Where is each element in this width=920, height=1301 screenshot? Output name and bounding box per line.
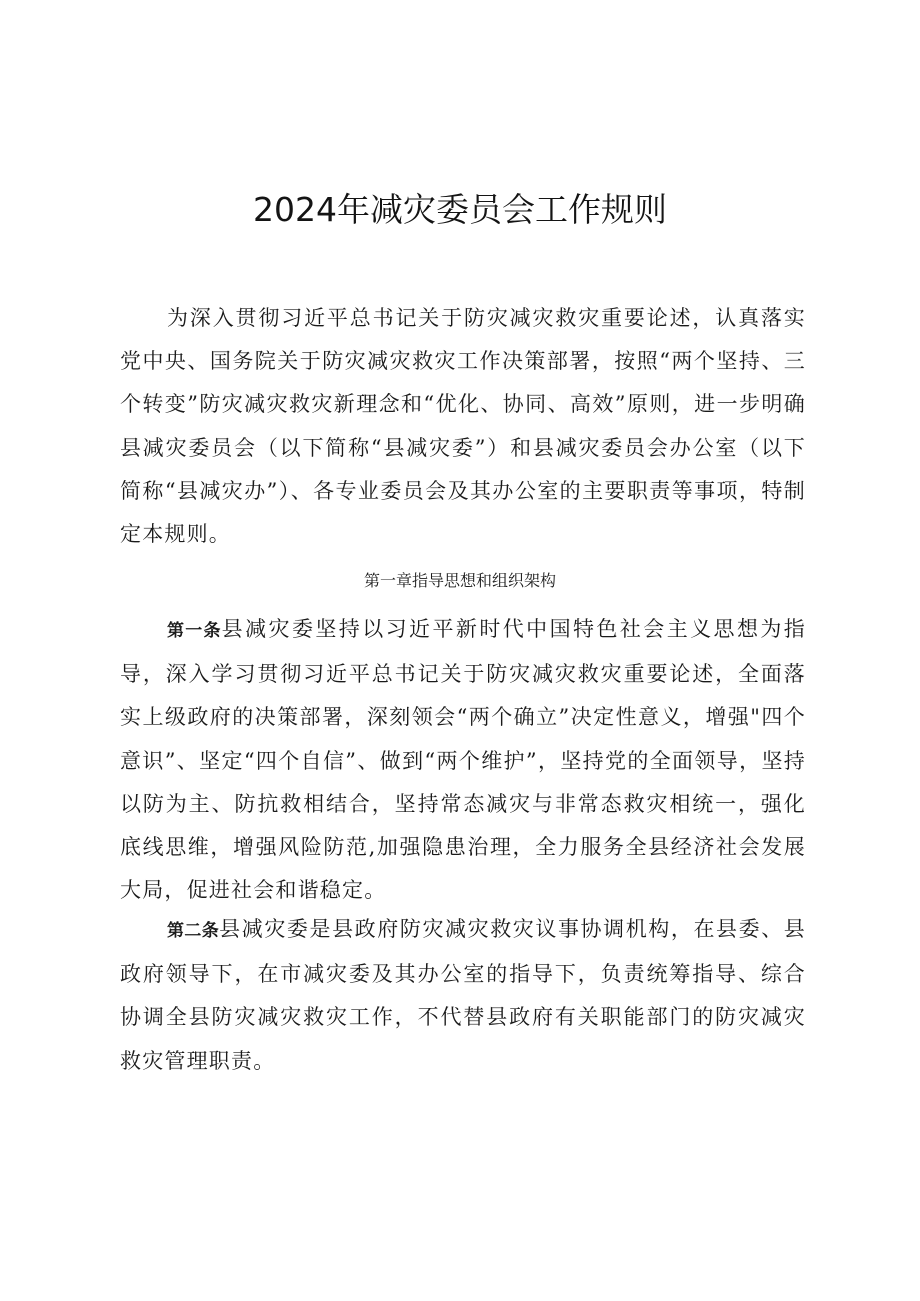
article-2-paragraph — [120, 908, 806, 1083]
article-2-label: 第二条 — [167, 921, 220, 941]
article-2-text: 县减灾委是县政府防灾减灾救灾议事协调机构，在县委、县政府领导下，在市减灾委及其办公室的指导下，负责统筹指导、综合协调全县防灾减灾救灾工作，不代替县政府有关职能部门的防灾减灾救灾管理职责。 — [120, 917, 807, 1073]
intro-paragraph: 为深入贯彻习近平总书记关于防灾减灾救灾重要论述，认真落实党中央、国务院关于防灾减灾救灾工作决策部署，按照“两个坚持、三个转变”防灾减灾救灾新理念和“优化、协同、高效”原则，进一步明确县减灾委员会（以下简称“县减灾委”）和县减灾委员会办公室（以下简称“县减灾办”）、各专业委员会及其办公室的主要职责等事项，特制定本规则。 — [120, 306, 806, 547]
chapter-heading: 第一章指导思想和组织架构 — [363, 571, 556, 590]
document-title: 2024年减灾委员会工作规则 — [253, 190, 667, 229]
article-1-paragraph — [120, 608, 806, 912]
article-1-text: 县减灾委坚持以习近平新时代中国特色社会主义思想为指导，深入学习贯彻习近平总书记关于防灾减灾救灾重要论述，全面落实上级政府的决策部署，深刻领会“两个确立”决定性意义，增强"四个意识”、坚定“四个自信”、做到“两个维护”，坚持党的全面领导，坚持以防为主、防抗救相结合，坚持常态减灾与非常态救灾相统一，强化底线思维，增强风险防范,加强隐患治理，全力服务全县经济社会发展大局，促进社会和谐稳定。 — [120, 617, 807, 903]
article-1-label: 第一条 — [167, 621, 222, 641]
